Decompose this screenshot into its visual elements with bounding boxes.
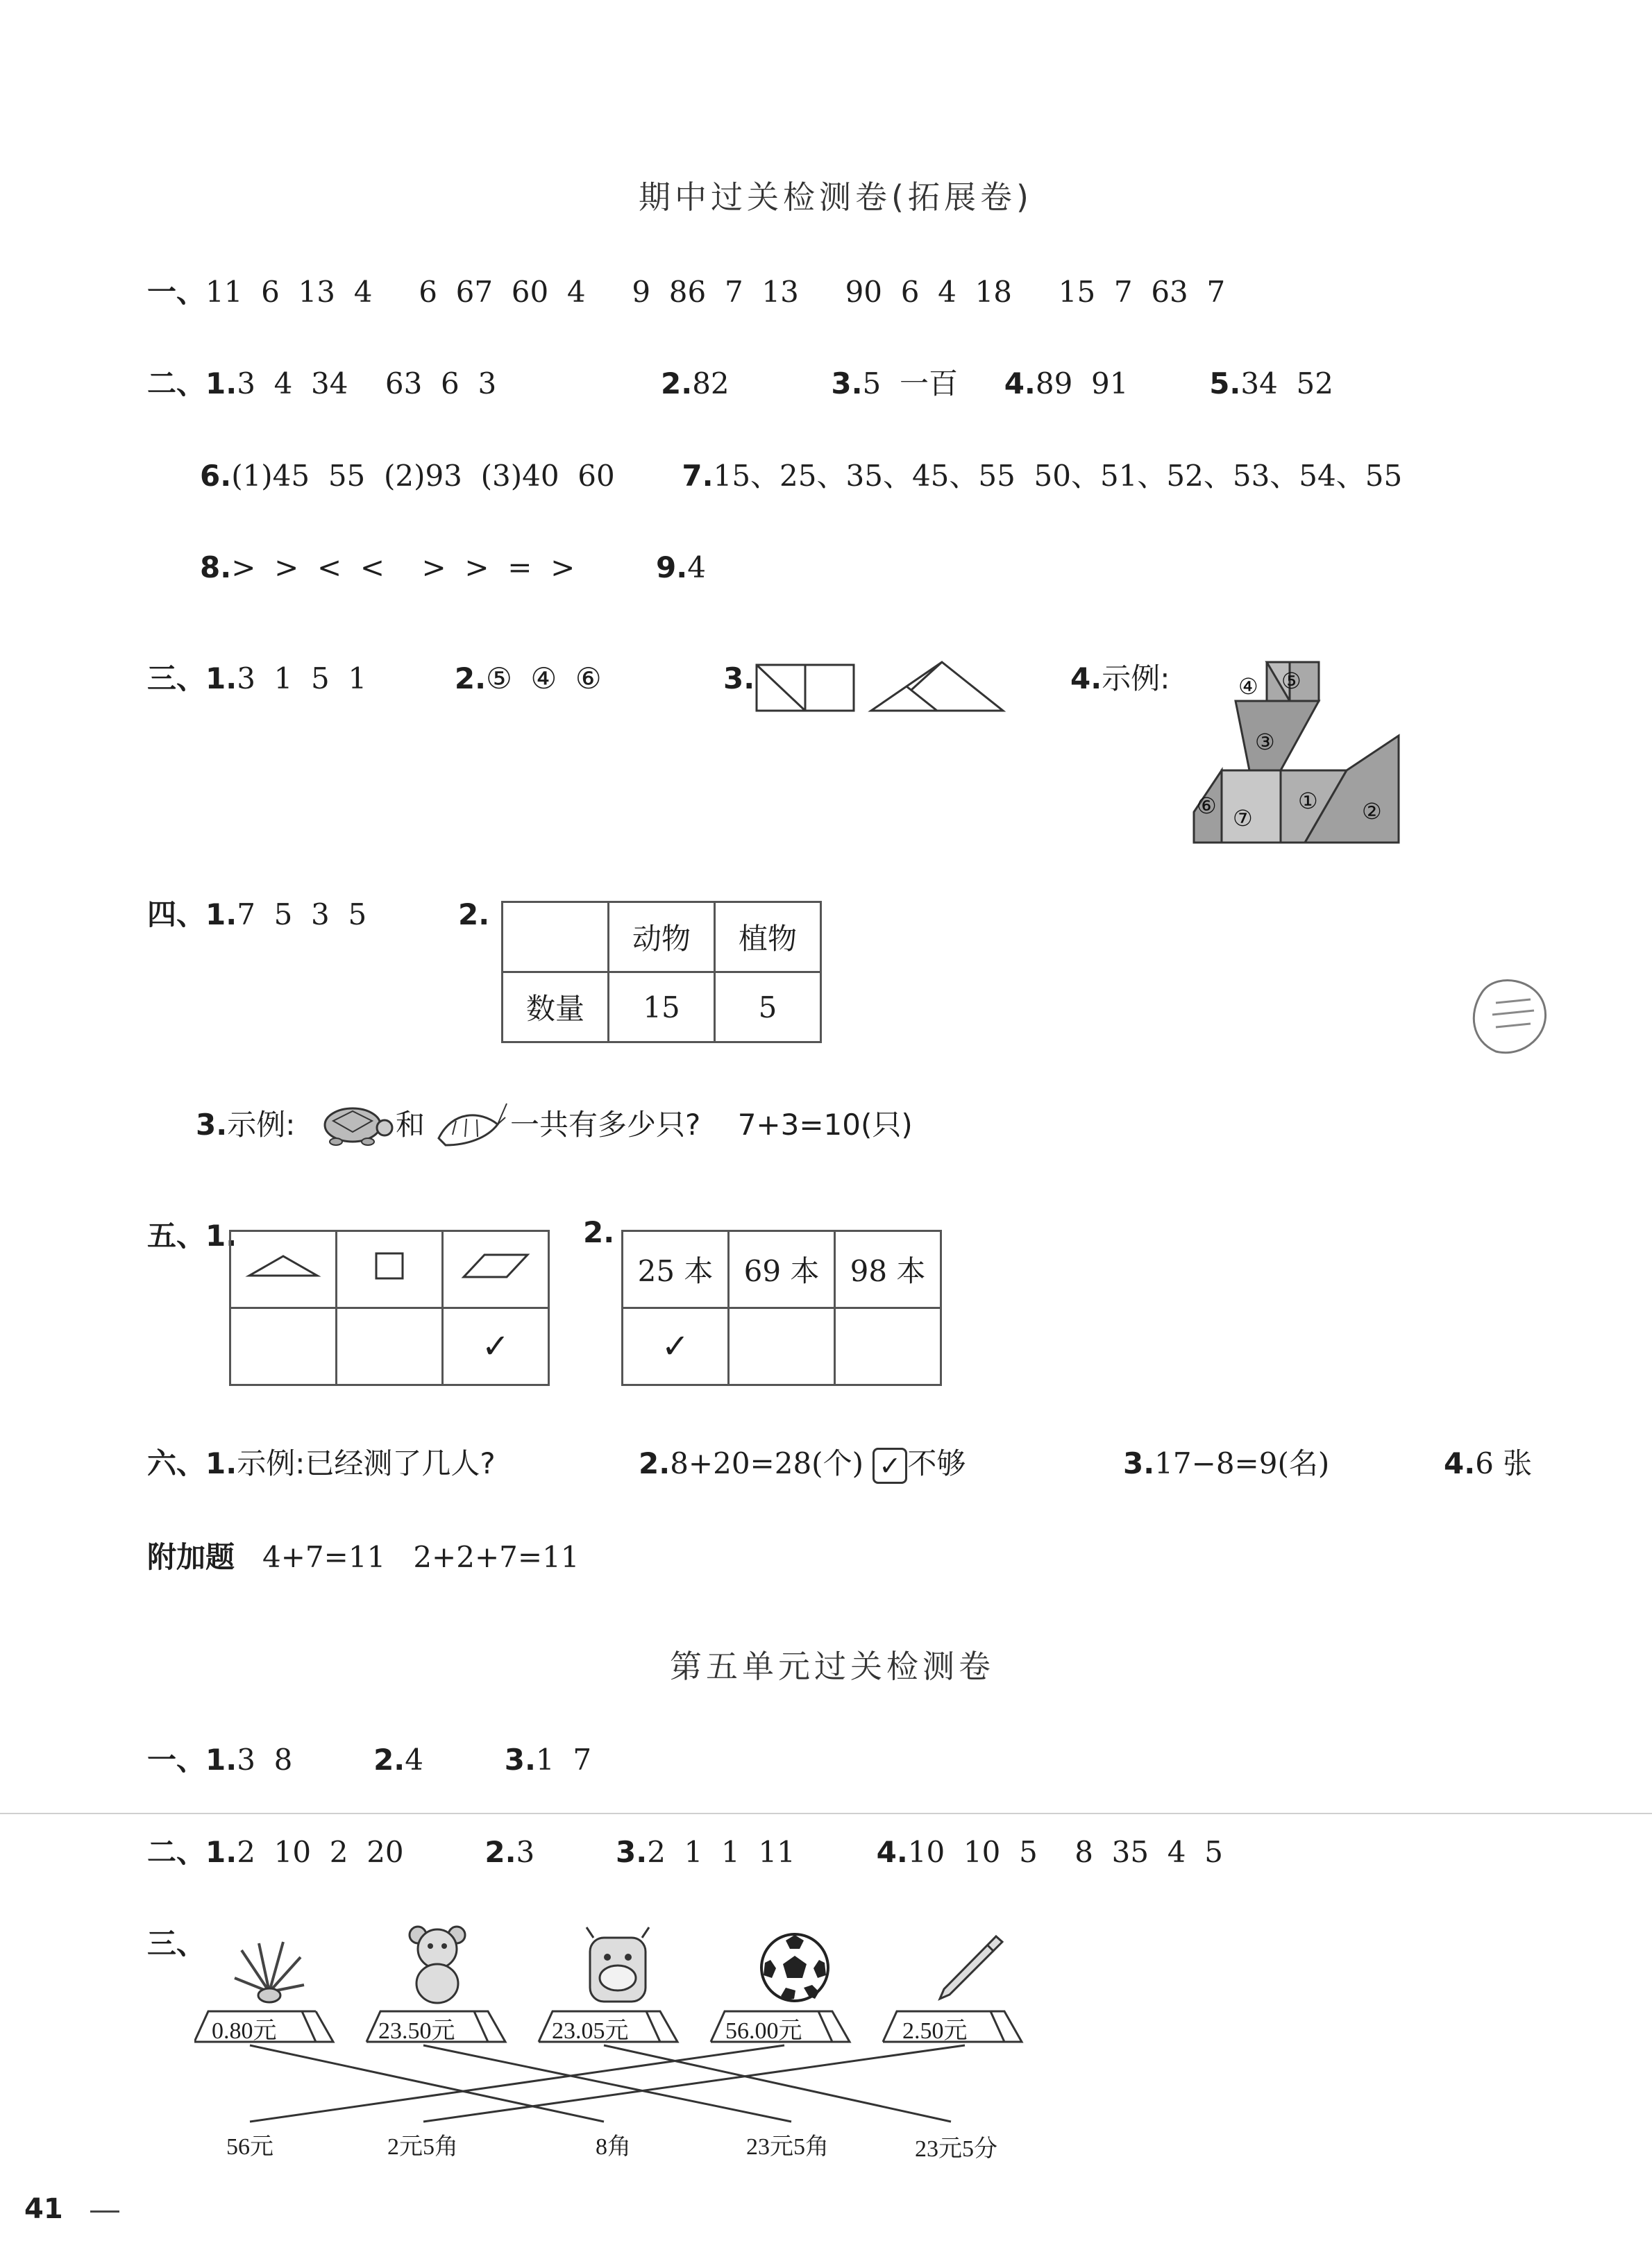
s2-q1-1-ans: 3 8 xyxy=(237,1743,293,1777)
shape-answer-2 xyxy=(337,1308,443,1385)
q3-4-ans: 示例: xyxy=(1102,661,1170,695)
table-value-animal: 15 xyxy=(609,972,715,1042)
q2-7-num: 7. xyxy=(682,459,714,493)
tangram-label-1: ① xyxy=(1298,788,1318,814)
s2-q1-row xyxy=(147,1742,591,1778)
q6-2-post: 不够 xyxy=(907,1446,966,1480)
q4-3-question: 一共有多少只? 7+3=10(只) xyxy=(510,1108,913,1142)
amount-label-4: 23元5角 xyxy=(746,2134,829,2160)
shape-table xyxy=(229,1230,550,1386)
s2-q1-3-num: 3. xyxy=(504,1743,536,1777)
price-label-2: 23.50元 xyxy=(378,2018,455,2044)
s2-q2-2-ans: 3 xyxy=(516,1835,535,1869)
q4-label: 四、 xyxy=(147,897,206,931)
q2-4-ans: 89 91 xyxy=(1035,366,1129,400)
s2-q1-label: 一、 xyxy=(147,1743,206,1777)
q3-4-wrap xyxy=(1070,661,1170,697)
q3-3-shapes xyxy=(753,659,1010,715)
q2-4-num: 4. xyxy=(1004,366,1036,400)
shape-cell-triangle xyxy=(230,1231,337,1308)
q2-row-3 xyxy=(200,550,706,586)
shape-answer-3 xyxy=(443,1308,549,1385)
section-title-midterm: 期中过关检测卷(拓展卷) xyxy=(639,178,1033,216)
books-answer-3 xyxy=(835,1308,941,1385)
q3-3-num-wrap xyxy=(723,661,755,697)
q2-9-num: 9. xyxy=(656,550,688,584)
q6-4-ans: 6 张 xyxy=(1475,1446,1533,1480)
triangle-shape-icon xyxy=(245,1252,321,1280)
s2-q2-label: 二、 xyxy=(147,1835,206,1869)
tangram-label-4: ④ xyxy=(1238,673,1258,700)
q6-1-num: 1. xyxy=(205,1446,237,1480)
divider-line xyxy=(0,1813,1652,1814)
shape-answer-1 xyxy=(230,1308,337,1385)
q4-3-row xyxy=(196,1107,295,1143)
shuttlecock-icon xyxy=(228,1936,311,2006)
books-table xyxy=(621,1230,942,1386)
q4-3-num: 3. xyxy=(196,1108,228,1142)
s2-q1-2-num: 2. xyxy=(373,1743,405,1777)
square-shape-icon xyxy=(372,1251,407,1281)
q4-3-post xyxy=(510,1107,913,1143)
page-number: 41 xyxy=(24,2193,63,2225)
price-label-3: 23.05元 xyxy=(552,2018,629,2044)
price-label-4: 56.00元 xyxy=(725,2018,802,2044)
q6-label: 六、 xyxy=(147,1446,206,1480)
q2-row-1b xyxy=(661,366,1333,402)
q2-5-ans: 34 52 xyxy=(1240,366,1333,400)
table-header-plant: 植物 xyxy=(715,902,821,972)
stamp-mark xyxy=(1468,972,1551,1062)
q3-2-num: 2. xyxy=(454,661,487,695)
q3-1-num: 1. xyxy=(205,661,237,695)
q2-7-ans: 15、25、35、45、55 50、51、52、53、54、55 xyxy=(713,459,1403,493)
parallelogram-shape-icon xyxy=(461,1251,530,1281)
tangram-label-2: ② xyxy=(1362,798,1382,825)
extra-label: 附加题 xyxy=(147,1540,235,1574)
q3-4-num: 4. xyxy=(1070,661,1102,695)
q2-1-ans: 3 4 34 63 6 3 xyxy=(237,366,497,400)
q2-3-num: 3. xyxy=(831,366,863,400)
s2-q2-4-num: 4. xyxy=(876,1835,908,1869)
pen-icon xyxy=(930,1929,1006,2006)
q3-row xyxy=(147,661,601,697)
s2-q2-1-ans: 2 10 2 20 xyxy=(237,1835,404,1869)
tangram-label-6: ⑥ xyxy=(1197,793,1217,819)
books-cell-98: 98 本 xyxy=(835,1231,941,1308)
amount-label-3: 8角 xyxy=(596,2134,631,2160)
q5-2-num-wrap xyxy=(583,1215,614,1251)
section-title-unit5: 第五单元过关检测卷 xyxy=(670,1648,995,1685)
q2-6-ans: (1)45 55 (2)93 (3)40 60 xyxy=(231,459,615,493)
q5-2-num: 2. xyxy=(583,1215,615,1249)
q4-row xyxy=(147,897,366,933)
s2-q2-row xyxy=(147,1834,1223,1870)
q6-3-num: 3. xyxy=(1123,1446,1155,1480)
s2-q2-3-num: 3. xyxy=(616,1835,648,1869)
q6-3-wrap xyxy=(1123,1446,1329,1482)
amount-label-2: 2元5角 xyxy=(387,2134,458,2160)
price-label-1: 0.80元 xyxy=(212,2018,277,2044)
q2-5-num: 5. xyxy=(1209,366,1241,400)
q1-row xyxy=(147,274,1225,310)
s2-q2-3-ans: 2 1 1 11 xyxy=(647,1835,795,1869)
checkmark-icon: ✓ xyxy=(481,1327,510,1366)
table-header-animal: 动物 xyxy=(609,902,715,972)
q6-1-ans: 示例:已经测了几人? xyxy=(237,1446,496,1480)
q2-2-num: 2. xyxy=(661,366,693,400)
animal-plant-table xyxy=(501,901,822,1043)
q1-label: 一、 xyxy=(147,275,206,309)
q4-2-num-wrap xyxy=(458,897,489,933)
q5-row xyxy=(147,1218,237,1254)
q3-1-ans: 3 1 5 1 xyxy=(237,661,367,695)
books-answer-1 xyxy=(623,1308,729,1385)
q2-row-1 xyxy=(147,366,496,402)
q2-row-2 xyxy=(200,458,1402,494)
q2-9-ans: 4 xyxy=(687,550,706,584)
q6-3-ans: 17−8=9(名) xyxy=(1154,1446,1330,1480)
q6-2-num: 2. xyxy=(639,1446,671,1480)
s2-q2-4-ans: 10 10 5 8 35 4 5 xyxy=(907,1835,1223,1869)
tangram-figure xyxy=(1180,659,1409,847)
page-number-dash xyxy=(90,2210,119,2213)
s2-q3-label: 三、 xyxy=(147,1927,206,1961)
s2-q1-3-ans: 1 7 xyxy=(535,1743,592,1777)
extra-answer: 4+7=11 2+2+7=11 xyxy=(262,1540,580,1574)
q1-answers: 11 6 13 4 6 67 60 4 9 86 7 13 90 6 4 18 15 7 63 7 xyxy=(205,275,1226,309)
q2-2-ans: 82 xyxy=(692,366,730,400)
amount-label-1: 56元 xyxy=(226,2134,273,2160)
q4-2-num: 2. xyxy=(458,897,490,931)
q6-4-wrap xyxy=(1444,1446,1532,1482)
q4-3-and: 和 xyxy=(396,1108,425,1142)
q2-3-ans: 5 一百 xyxy=(862,366,958,400)
q6-2-ans: 8+20=28(个) xyxy=(670,1446,863,1480)
q2-8-num: 8. xyxy=(200,550,232,584)
tangram-label-7: ⑦ xyxy=(1233,805,1253,831)
books-cell-69: 69 本 xyxy=(729,1231,835,1308)
s2-q1-2-ans: 4 xyxy=(405,1743,423,1777)
q6-row xyxy=(147,1446,496,1482)
tangram-label-5: ⑤ xyxy=(1281,668,1301,694)
s2-q1-1-num: 1. xyxy=(205,1743,237,1777)
table-corner xyxy=(503,902,609,972)
q5-label: 五、 xyxy=(147,1219,206,1253)
q4-1-ans: 7 5 3 5 xyxy=(237,897,367,931)
books-cell-25: 25 本 xyxy=(623,1231,729,1308)
shape-cell-square xyxy=(337,1231,443,1308)
extra-row xyxy=(147,1539,580,1575)
table-value-plant: 5 xyxy=(715,972,821,1042)
checkmark-icon: ✓ xyxy=(661,1327,690,1366)
table-row-label: 数量 xyxy=(503,972,609,1042)
tangram-label-3: ③ xyxy=(1255,729,1275,755)
q2-label: 二、 xyxy=(147,366,206,400)
q3-label: 三、 xyxy=(147,661,206,695)
q2-6-num: 6. xyxy=(200,459,232,493)
q4-1-num: 1. xyxy=(205,897,237,931)
soccer-ball-icon xyxy=(757,1929,833,2006)
turtle-icon xyxy=(312,1100,396,1149)
shrimp-icon xyxy=(432,1097,508,1152)
cow-backpack-icon xyxy=(580,1924,656,2007)
books-answer-2 xyxy=(729,1308,835,1385)
amount-label-5: 23元5分 xyxy=(915,2136,997,2162)
checkmark-icon: ✓ xyxy=(879,1451,902,1481)
q6-4-num: 4. xyxy=(1444,1446,1476,1480)
q6-2-wrap xyxy=(639,1446,966,1484)
s2-q2-1-num: 1. xyxy=(205,1835,237,1869)
q2-1-num: 1. xyxy=(205,366,237,400)
q2-8-ans: > > < < > > = > xyxy=(231,550,575,584)
price-label-5: 2.50元 xyxy=(902,2018,968,2044)
s2-q3-row xyxy=(147,1926,205,1962)
matching-lines xyxy=(194,2044,1027,2127)
shape-cell-parallelogram xyxy=(443,1231,549,1308)
teddy-bear-icon xyxy=(403,1922,472,2006)
q5-1-num: 1. xyxy=(205,1219,237,1253)
s2-q2-2-num: 2. xyxy=(484,1835,516,1869)
q4-3-pre: 示例: xyxy=(227,1108,296,1142)
q3-3-num: 3. xyxy=(723,661,755,695)
q3-2-ans: ⑤ ④ ⑥ xyxy=(486,661,602,695)
q6-2-checkbox xyxy=(873,1448,907,1484)
